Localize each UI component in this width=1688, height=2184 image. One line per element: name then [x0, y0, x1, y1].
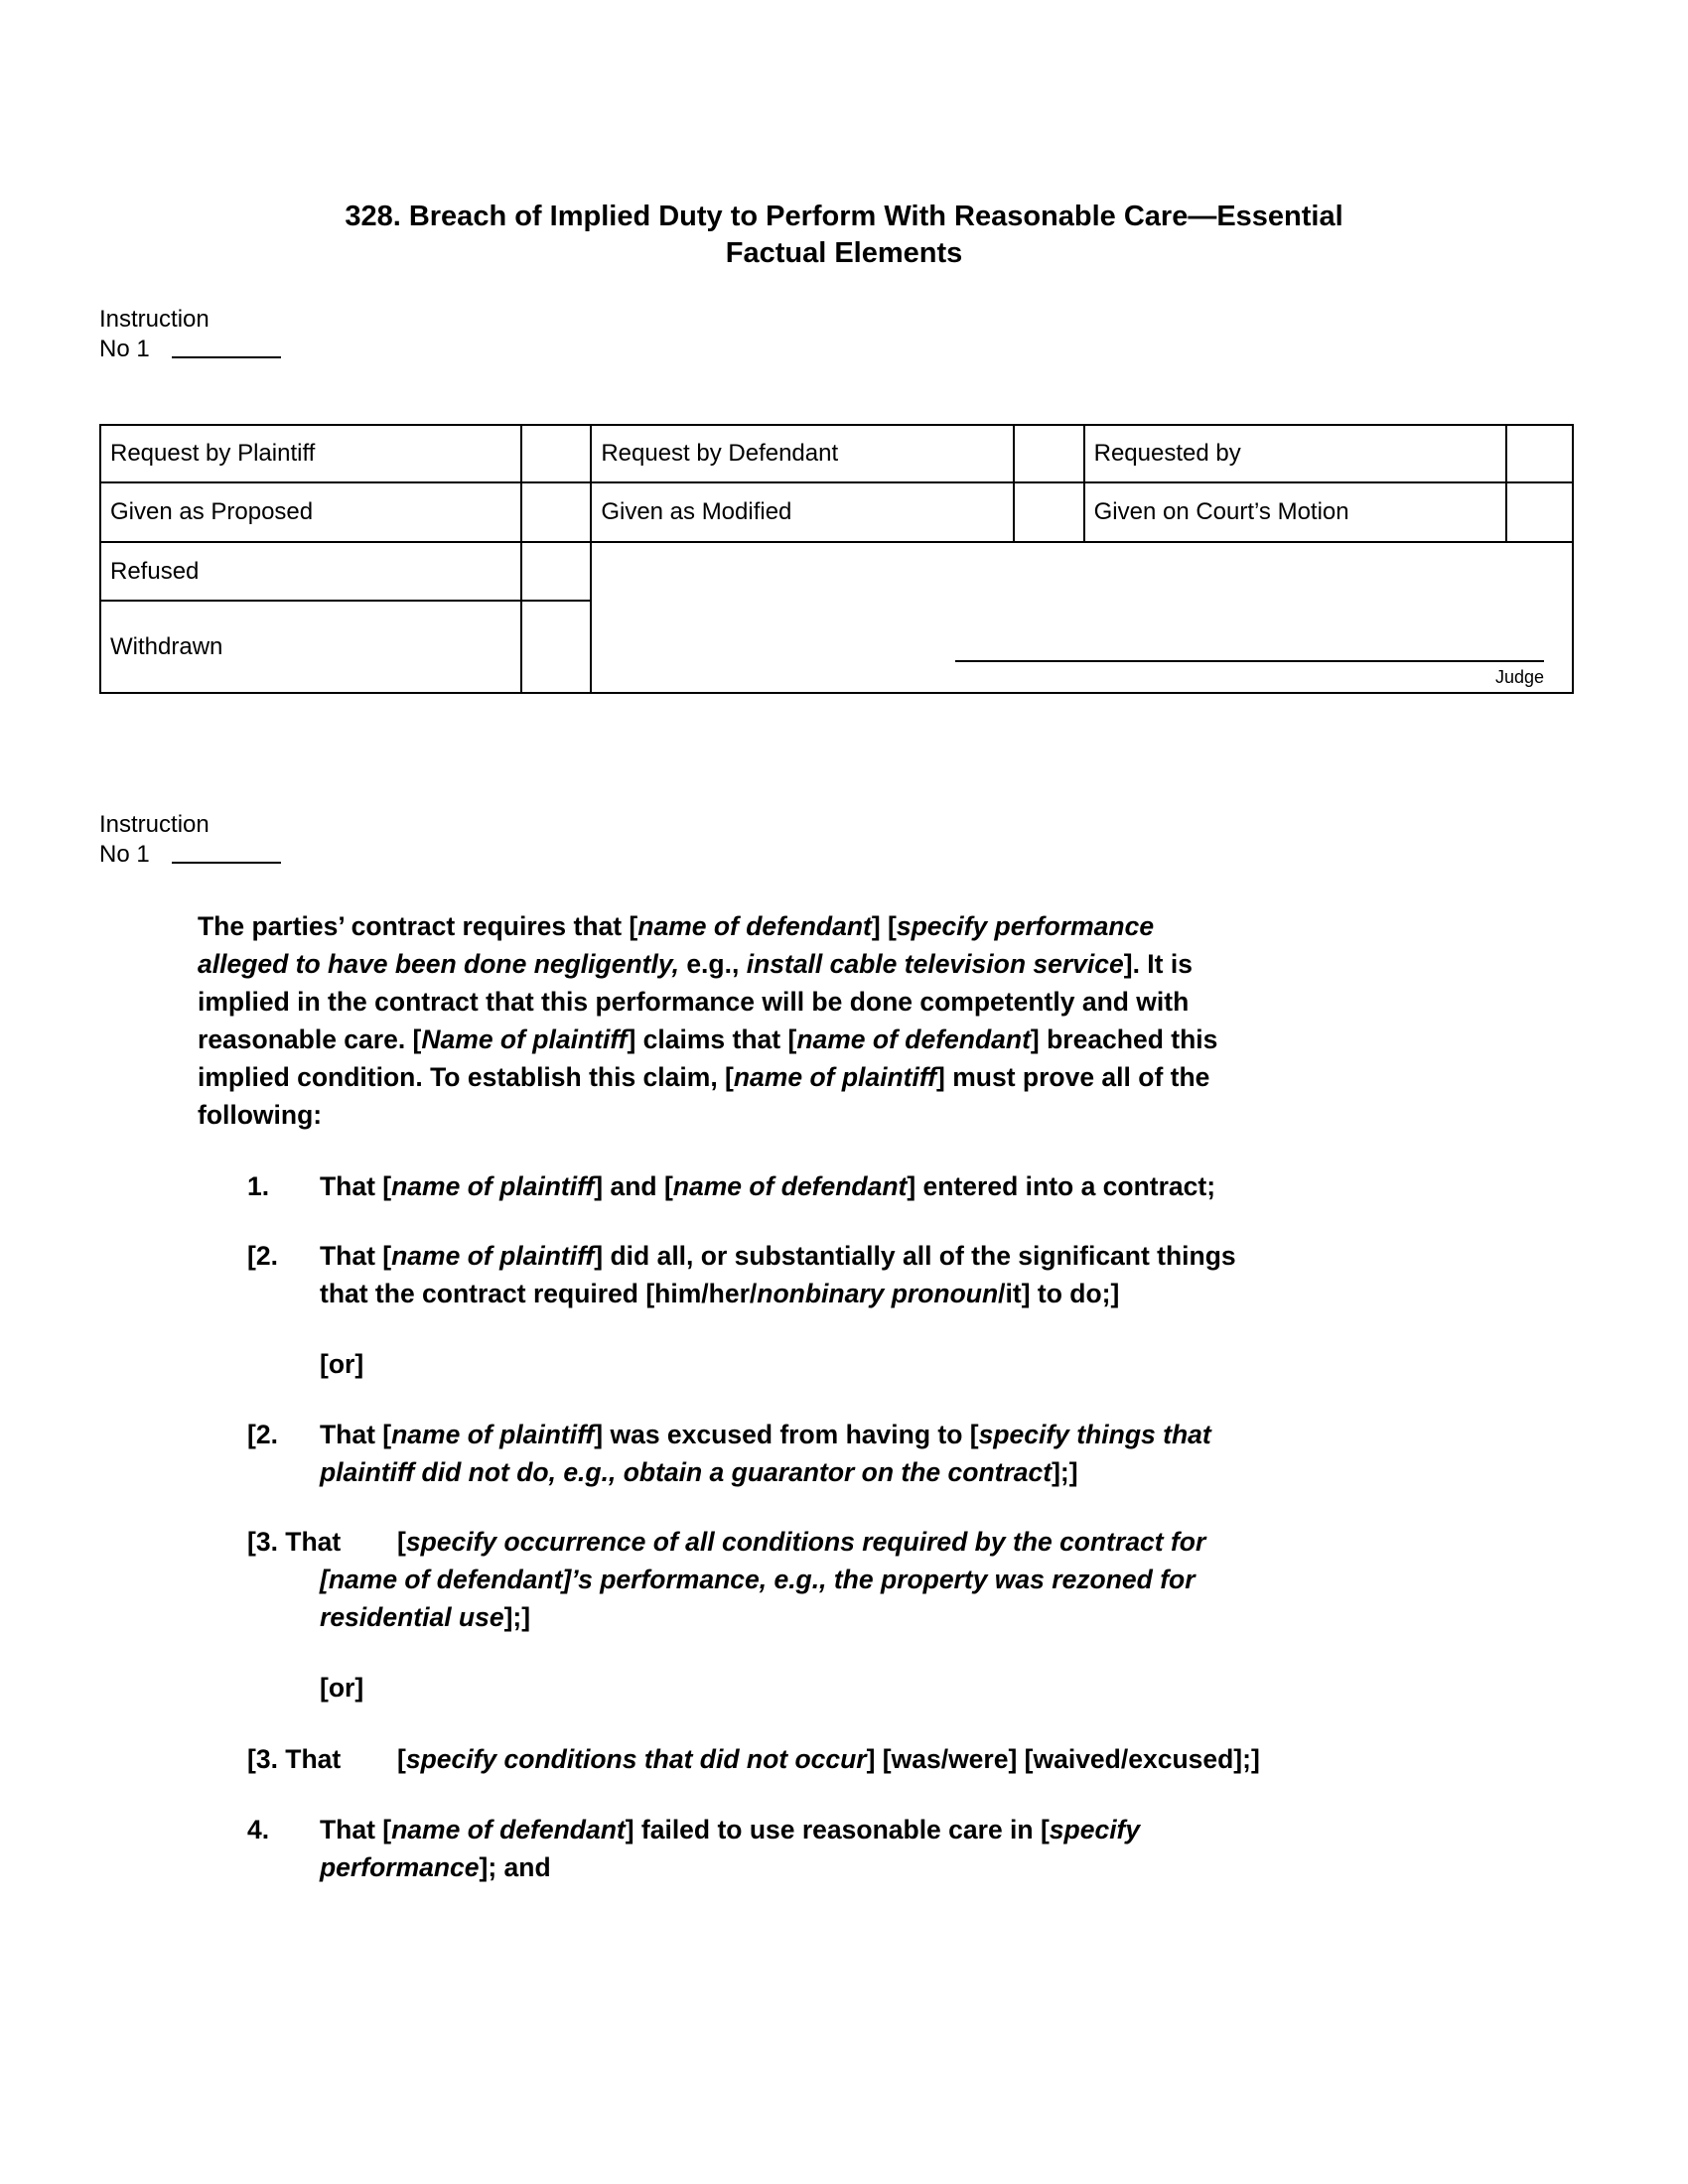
text-segment: following:: [198, 1100, 323, 1130]
text-line: [397, 1740, 1260, 1778]
request-by-plaintiff-box[interactable]: [521, 425, 591, 482]
text-segment: ];]: [503, 1602, 531, 1632]
placeholder-text: performance: [320, 1852, 480, 1882]
list-item-number: [2.: [247, 1241, 278, 1271]
placeholder-text: name of defendant: [637, 911, 872, 941]
instruction-number-block-2: [99, 810, 281, 870]
text-segment: The parties’ contract requires that [: [198, 911, 638, 941]
text-segment: ]. It is: [1123, 949, 1193, 979]
given-on-courts-motion-label: Given on Court’s Motion: [1084, 482, 1506, 542]
text-line: [320, 1848, 1140, 1886]
placeholder-text: name of plaintiff: [733, 1062, 937, 1092]
text-segment: ];]: [1052, 1457, 1078, 1487]
text-segment: ] breached this: [1030, 1024, 1218, 1054]
text-segment: ]; and: [479, 1852, 551, 1882]
text-segment: implied condition. To establish this claim, [: [198, 1062, 734, 1092]
instruction-no: No 1: [99, 841, 150, 868]
given-as-proposed-label: Given as Proposed: [100, 482, 521, 542]
list-item: [320, 1523, 1205, 1636]
text-line: [320, 1561, 1205, 1598]
text-segment: /it] to do;]: [998, 1279, 1120, 1308]
text-line: [320, 1598, 1205, 1636]
text-line: [320, 1237, 1236, 1275]
text-segment: ] entered into a contract;: [907, 1171, 1216, 1201]
list-item: [320, 1237, 1236, 1312]
text-segment: [: [397, 1527, 406, 1557]
instruction-label: Instruction: [99, 306, 210, 333]
list-item-number: [2.: [247, 1420, 278, 1449]
instruction-intro-paragraph: [198, 907, 1217, 1134]
instruction-label: Instruction: [99, 811, 210, 838]
instruction-number-blank: [172, 356, 281, 358]
text-segment: [or]: [320, 1349, 364, 1379]
text-segment: That [: [320, 1241, 392, 1271]
list-item: [320, 1740, 1260, 1778]
text-line: [320, 1453, 1211, 1491]
text-line: [198, 1096, 1217, 1134]
placeholder-text: nonbinary pronoun: [757, 1279, 999, 1308]
placeholder-text: Name of plaintiff: [421, 1024, 628, 1054]
list-item-number: 1.: [247, 1171, 270, 1201]
title-line: 328. Breach of Implied Duty to Perform With Reasonable Care—Essential: [345, 201, 1343, 232]
requested-by-label: Requested by: [1084, 425, 1506, 482]
requested-by-box[interactable]: [1506, 425, 1573, 482]
placeholder-text: name of defendant: [796, 1024, 1031, 1054]
judge-signature-line[interactable]: [955, 660, 1544, 662]
withdrawn-box[interactable]: [521, 601, 591, 693]
placeholder-text: specify conditions that did not occur: [405, 1744, 867, 1774]
given-as-modified-box[interactable]: [1014, 482, 1084, 542]
request-by-plaintiff-label: Request by Plaintiff: [100, 425, 521, 482]
given-on-courts-motion-box[interactable]: [1506, 482, 1573, 542]
text-segment: That [: [320, 1815, 392, 1844]
text-line: [320, 1167, 1215, 1205]
placeholder-text: name of plaintiff: [391, 1171, 595, 1201]
placeholder-text: [name of defendant]’s performance, e.g., the property was rezoned for: [320, 1565, 1196, 1594]
given-as-proposed-box[interactable]: [521, 482, 591, 542]
page-title: [0, 199, 1688, 272]
text-segment: ] claims that [: [627, 1024, 797, 1054]
text-segment: ] did all, or substantially all of the significant things: [594, 1241, 1236, 1271]
list-item-number: 4.: [247, 1815, 270, 1844]
text-segment: that the contract required [him/her/: [320, 1279, 758, 1308]
placeholder-text: specify occurrence of all conditions required by the contract for: [405, 1527, 1206, 1557]
list-item: [320, 1811, 1140, 1886]
text-line: [320, 1811, 1140, 1848]
text-line: [320, 1275, 1236, 1312]
text-line: [198, 1058, 1217, 1096]
list-item: [320, 1345, 363, 1383]
text-segment: e.g.,: [678, 949, 747, 979]
text-line: [198, 983, 1217, 1021]
placeholder-text: name of plaintiff: [391, 1420, 595, 1449]
text-line: [397, 1523, 1205, 1561]
text-line: [198, 1021, 1217, 1058]
instruction-number-blank: [172, 862, 281, 864]
placeholder-text: name of defendant: [672, 1171, 908, 1201]
request-by-defendant-box[interactable]: [1014, 425, 1084, 482]
text-segment: reasonable care. [: [198, 1024, 422, 1054]
refused-box[interactable]: [521, 542, 591, 601]
text-segment: ] [was/were] [waived/excused];]: [866, 1744, 1260, 1774]
judge-label: Judge: [1494, 667, 1544, 687]
placeholder-text: specify: [1049, 1815, 1141, 1844]
text-segment: That [: [320, 1171, 392, 1201]
placeholder-text: specify performance: [896, 911, 1155, 941]
list-item-number: [3. That: [247, 1744, 342, 1774]
title-line: Factual Elements: [725, 237, 963, 269]
list-item: [320, 1416, 1211, 1491]
placeholder-text: name of plaintiff: [391, 1241, 595, 1271]
refused-label: Refused: [100, 542, 521, 601]
placeholder-text: alleged to have been done negligently,: [198, 949, 679, 979]
placeholder-text: plaintiff did not do, e.g., obtain a guarantor on the contract: [320, 1457, 1053, 1487]
text-line: [198, 945, 1217, 983]
text-line: [320, 1669, 363, 1706]
placeholder-text: install cable television service: [746, 949, 1124, 979]
text-line: [320, 1416, 1211, 1453]
placeholder-text: residential use: [320, 1602, 504, 1632]
text-segment: ] [: [871, 911, 897, 941]
list-item: [320, 1669, 363, 1706]
text-segment: [or]: [320, 1673, 364, 1703]
given-as-modified-label: Given as Modified: [591, 482, 1013, 542]
judge-signature-cell: [591, 542, 1573, 693]
text-segment: ] was excused from having to [: [594, 1420, 979, 1449]
text-segment: ] failed to use reasonable care in [: [625, 1815, 1050, 1844]
text-segment: ] must prove all of the: [936, 1062, 1210, 1092]
disposition-table: [99, 424, 1574, 694]
text-segment: ] and [: [594, 1171, 673, 1201]
list-item-number: [3. That: [247, 1527, 342, 1557]
list-item: [320, 1167, 1215, 1205]
text-segment: That [: [320, 1420, 392, 1449]
withdrawn-label: Withdrawn: [100, 601, 521, 693]
placeholder-text: name of defendant: [391, 1815, 626, 1844]
text-line: [198, 907, 1217, 945]
text-line: [320, 1345, 363, 1383]
request-by-defendant-label: Request by Defendant: [591, 425, 1013, 482]
instruction-no: No 1: [99, 336, 150, 362]
text-segment: [: [397, 1744, 406, 1774]
placeholder-text: specify things that: [978, 1420, 1211, 1449]
instruction-number-block: [99, 305, 281, 364]
text-segment: implied in the contract that this performance will be done competently and with: [198, 987, 1190, 1017]
